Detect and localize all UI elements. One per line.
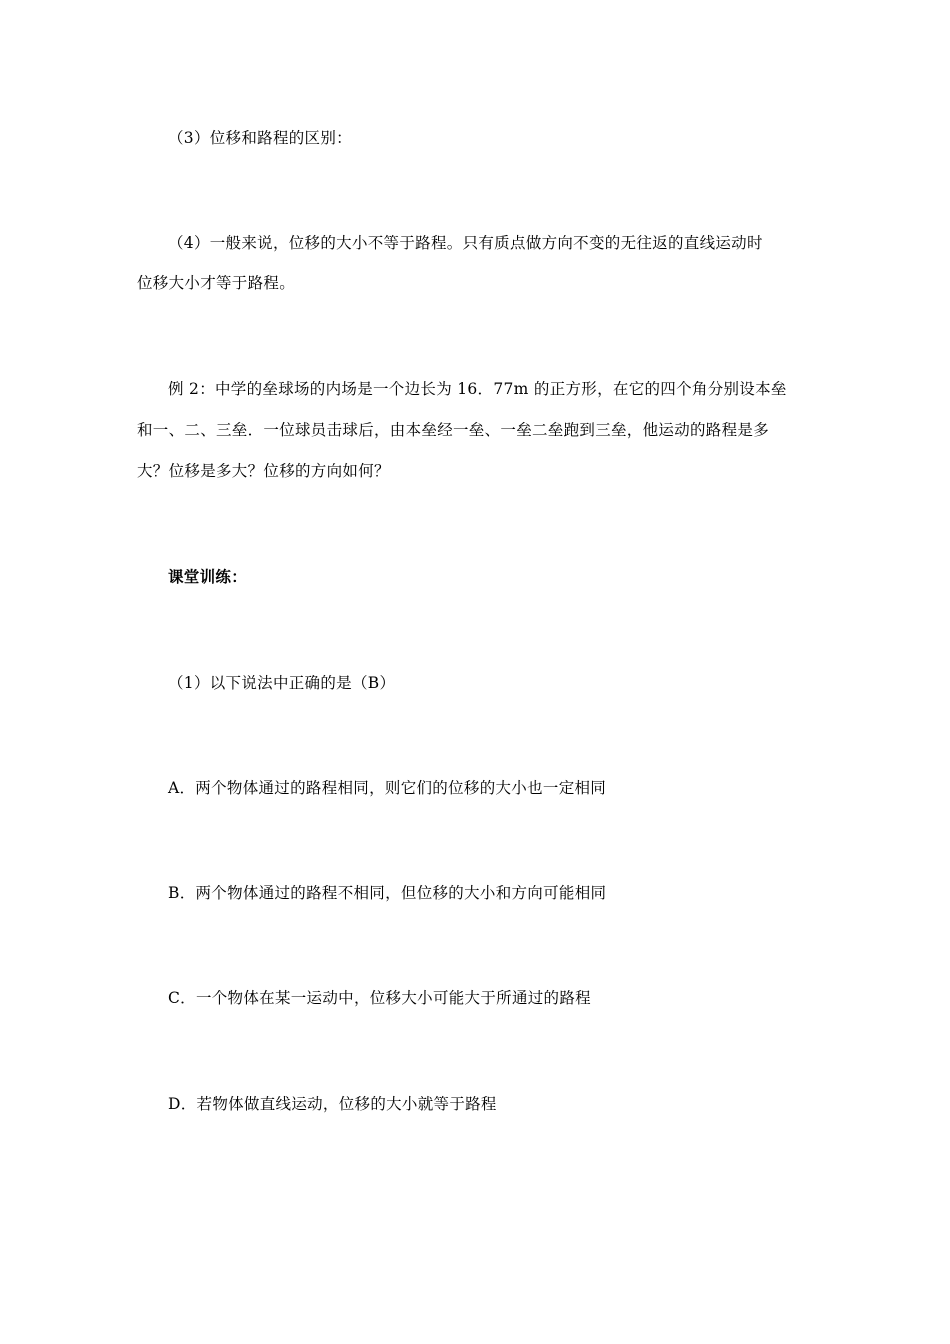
option-b: B．两个物体通过的路程不相同，但位移的大小和方向可能相同 [168,884,607,902]
option-d: D．若物体做直线运动，位移的大小就等于路程 [168,1095,497,1113]
section-title: 课堂训练： [168,567,248,586]
example-2-line-3: 大？位移是多大？位移的方向如何？ [137,462,390,480]
option-a: A．两个物体通过的路程相同，则它们的位移的大小也一定相同 [168,779,607,797]
question-1: （1）以下说法中正确的是（B） [168,674,396,692]
option-c: C．一个物体在某一运动中，位移大小可能大于所通过的路程 [168,989,591,1007]
item-4-line-1: （4）一般来说，位移的大小不等于路程。只有质点做方向不变的无往返的直线运动时 [168,234,763,252]
item-4-line-2: 位移大小才等于路程。 [137,274,296,292]
item-3-text: （3）位移和路程的区别： [168,129,352,147]
example-2-line-2: 和一、二、三垒．一位球员击球后，由本垒经一垒、一垒二垒跑到三垒，他运动的路程是多 [137,421,770,439]
example-2-line-1: 例 2：中学的垒球场的内场是一个边长为 16．77m 的正方形，在它的四个角分别设本垒 [168,380,787,398]
